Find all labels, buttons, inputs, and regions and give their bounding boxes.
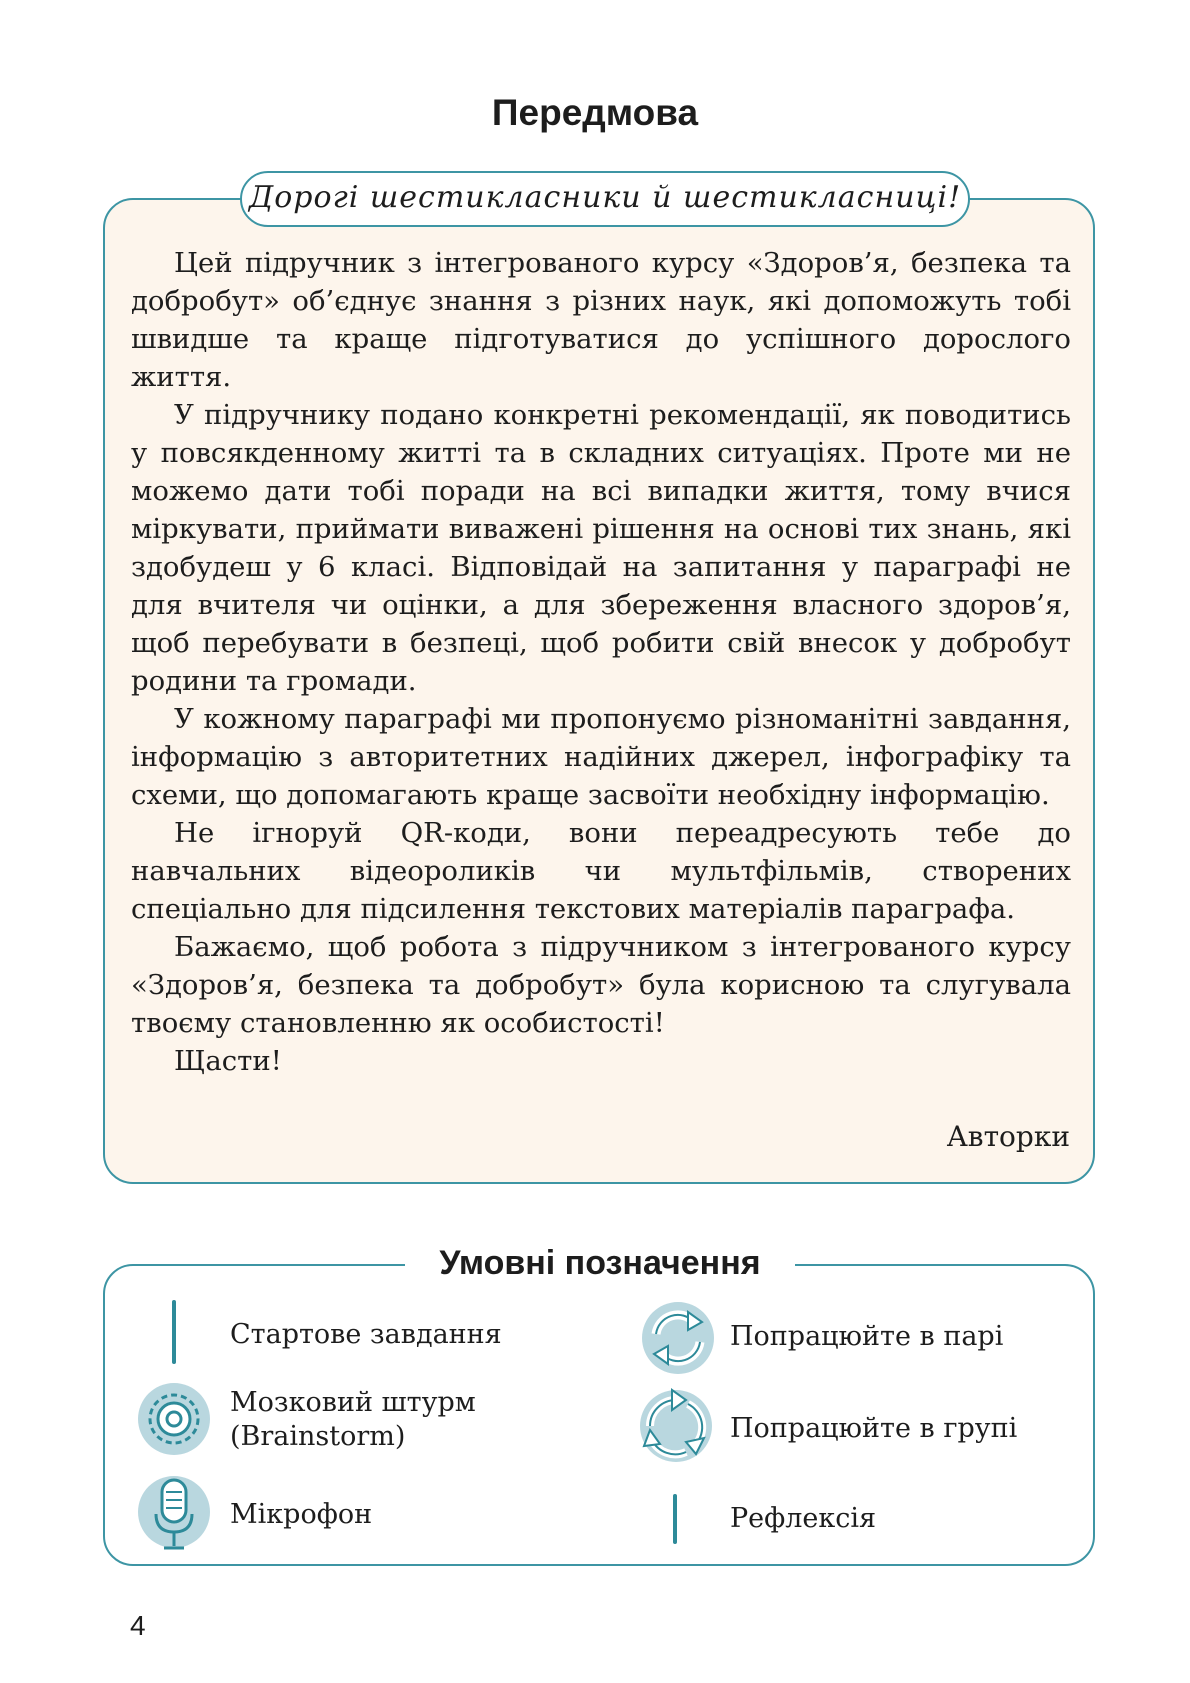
- paragraph: У кожному параграфі ми пропонуємо різноманітні завдання, інформацію з авторитетних надійних джерел, інфографіку та схеми, що допомагають краще засвоїти необхідну інформацію.: [131, 703, 1071, 811]
- paragraph: Бажаємо, щоб робота з підручником з інтегрованого курсу «Здоров’я, безпека та добробут» була корисною та слугувала твоєму становленню як особистості!: [131, 931, 1071, 1039]
- pair-arrows-icon: [640, 1300, 716, 1376]
- paragraph: Щасти!: [174, 1045, 282, 1077]
- preface-text: [131, 244, 1071, 1080]
- legend-label-brainstorm-en: (Brainstorm): [230, 1421, 406, 1452]
- legend-label-reflection: Рефлексія: [730, 1503, 877, 1534]
- page-title: Передмова: [491, 92, 699, 133]
- legend-label-group: Попрацюйте в групі: [730, 1413, 1018, 1444]
- legend-title: Умовні позначення: [405, 1240, 795, 1286]
- legend-label-brainstorm: Мозковий штурм: [230, 1387, 476, 1418]
- paragraph: Не ігноруй QR-коди, вони переадресують тебе до навчальних відеороликів чи мультфільмів, створених спеціально для підсилення текстових матеріалів параграфа.: [131, 817, 1071, 925]
- legend-label-pair: Попрацюйте в парі: [730, 1321, 1004, 1352]
- paragraph: У підручнику подано конкретні рекомендації, як поводитись у повсякденному житті та в складних ситуаціях. Проте ми не можемо дати тобі поради на всі випадки життя, тому вчися міркувати, приймати виважені рішення на основі тих знань, які здобудеш у 6 класі. Відповідай на запитання у параграфі не для вчителя чи оцінки, а для збереження власного здоров’я, щоб перебувати в безпеці, щоб робити свій внесок у добробут родини та громади.: [131, 399, 1071, 697]
- signature: Авторки: [946, 1120, 1070, 1153]
- legend-label-start: Стартове завдання: [230, 1319, 502, 1350]
- microphone-icon: [136, 1474, 212, 1554]
- legend-label-microphone: Мікрофон: [230, 1499, 373, 1530]
- gear-icon: [136, 1381, 212, 1457]
- paragraph: Цей підручник з інтегрованого курсу «Здоров’я, безпека та добробут» об’єднує знання з різних наук, які допоможуть тобі швидше та краще підготуватися до успішного дорослого життя.: [131, 247, 1071, 393]
- vertical-bar-icon: [673, 1494, 677, 1544]
- page-number: 4: [130, 1610, 146, 1641]
- greeting-banner: Дорогі шестикласники й шестикласниці!: [240, 171, 970, 227]
- vertical-bar-icon: [172, 1300, 176, 1364]
- group-arrows-icon: [636, 1386, 716, 1466]
